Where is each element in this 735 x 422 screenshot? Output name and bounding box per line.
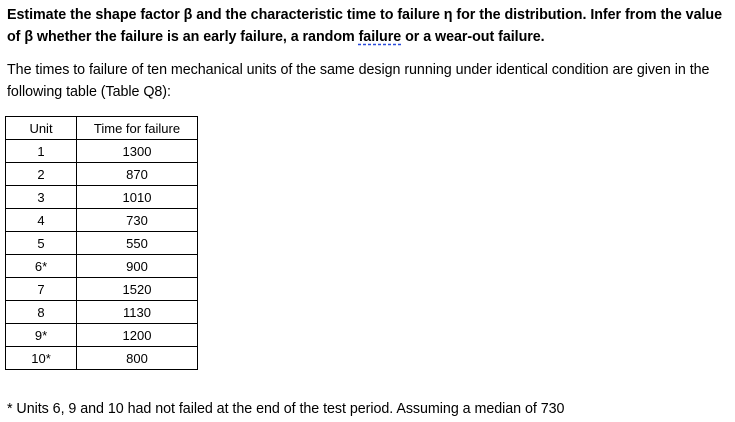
time-cell: 800 [77, 347, 198, 370]
unit-cell: 5 [6, 232, 77, 255]
table-row [6, 347, 198, 370]
table-row [6, 163, 198, 186]
table-row [6, 140, 198, 163]
table-row [6, 301, 198, 324]
time-cell: 900 [77, 255, 198, 278]
unit-cell: 6* [6, 255, 77, 278]
unit-cell: 10* [6, 347, 77, 370]
time-cell: 870 [77, 163, 198, 186]
table-row [6, 232, 198, 255]
unit-cell: 7 [6, 278, 77, 301]
intro-paragraph: The times to failure of ten mechanical units of the same design running under identical condition are given in the following table (Table Q8): [7, 62, 710, 100]
question-text [7, 4, 727, 48]
table-row [6, 324, 198, 347]
unit-cell: 3 [6, 186, 77, 209]
unit-cell: 1 [6, 140, 77, 163]
table-row [6, 209, 198, 232]
table-row [6, 255, 198, 278]
unit-cell: 9* [6, 324, 77, 347]
footnote: * Units 6, 9 and 10 had not failed at the end of the test period. Assuming a median of 730 [7, 401, 565, 417]
time-cell: 550 [77, 232, 198, 255]
header-unit: Unit [6, 117, 77, 140]
header-time-for-failure: Time for failure [77, 117, 198, 140]
time-cell: 1010 [77, 186, 198, 209]
time-cell: 730 [77, 209, 198, 232]
table-row [6, 278, 198, 301]
question-part1: Estimate the shape factor β and the characteristic time to failure η for the distribution. Infer from the value of β whether the failure is an early failure, a random [7, 7, 722, 45]
table-header-row [6, 117, 198, 140]
question-part2: or a wear-out failure. [401, 29, 545, 45]
table-row [6, 186, 198, 209]
failure-times-table [5, 116, 198, 370]
unit-cell: 2 [6, 163, 77, 186]
unit-cell: 4 [6, 209, 77, 232]
time-cell: 1130 [77, 301, 198, 324]
time-cell: 1300 [77, 140, 198, 163]
time-cell: 1200 [77, 324, 198, 347]
unit-cell: 8 [6, 301, 77, 324]
underlined-word: failure [358, 29, 402, 45]
time-cell: 1520 [77, 278, 198, 301]
